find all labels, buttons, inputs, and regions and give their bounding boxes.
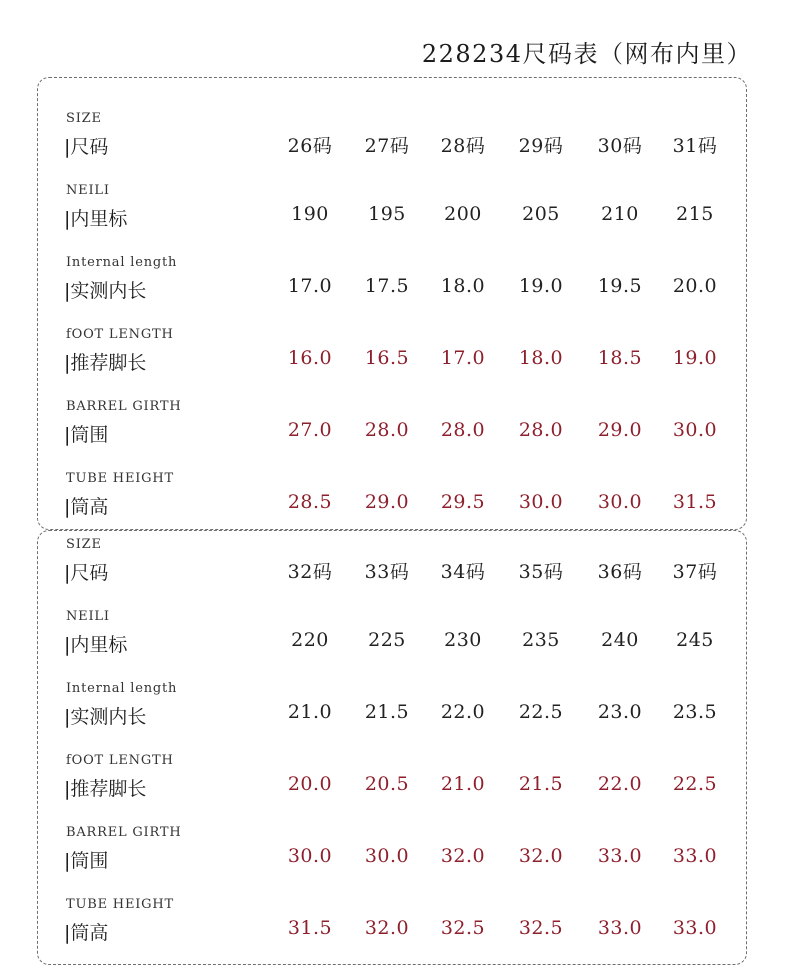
value-cell: 33.0	[597, 917, 643, 939]
value-cell: 32.5	[518, 917, 564, 939]
row-label-zh: |实测内长	[64, 280, 147, 302]
value-cell: 17.0	[440, 347, 486, 369]
row-label-en: BARREL GIRTH	[66, 825, 182, 840]
value-cell: 20.0	[672, 275, 718, 297]
value-cell: 21.5	[364, 701, 410, 723]
value-cell: 205	[522, 203, 560, 225]
value-cell: 32.0	[440, 845, 486, 867]
value-cell: 28.0	[518, 419, 564, 441]
value-cell: 27码	[364, 135, 410, 157]
row-label-en: TUBE HEIGHT	[66, 897, 174, 912]
value-cell: 30.0	[287, 845, 333, 867]
value-cell: 33码	[364, 561, 410, 583]
value-cell: 30.0	[364, 845, 410, 867]
value-cell: 18.0	[518, 347, 564, 369]
row-size	[38, 111, 746, 171]
value-cell: 220	[291, 629, 329, 651]
row-internal-length	[38, 255, 746, 315]
value-cell: 28.0	[440, 419, 486, 441]
value-cell: 18.5	[597, 347, 643, 369]
value-cell: 31.5	[287, 917, 333, 939]
value-cell: 27.0	[287, 419, 333, 441]
value-cell: 33.0	[672, 845, 718, 867]
value-cell: 20.5	[364, 773, 410, 795]
row-tube-height	[38, 897, 746, 957]
value-cell: 230	[444, 629, 482, 651]
value-cell: 225	[368, 629, 406, 651]
value-cell: 18.0	[440, 275, 486, 297]
value-cell: 28.0	[364, 419, 410, 441]
row-neili	[38, 183, 746, 243]
value-cell: 19.0	[672, 347, 718, 369]
row-label-en: NEILI	[66, 609, 110, 624]
value-cell: 195	[368, 203, 406, 225]
value-cell: 32.0	[364, 917, 410, 939]
value-cell: 17.5	[364, 275, 410, 297]
size-table-2	[37, 530, 747, 965]
row-label-zh: |推荐脚长	[64, 778, 147, 800]
value-cell: 16.5	[364, 347, 410, 369]
row-label-en: NEILI	[66, 183, 110, 198]
row-neili	[38, 609, 746, 669]
value-cell: 35码	[518, 561, 564, 583]
value-cell: 31码	[672, 135, 718, 157]
value-cell: 32码	[287, 561, 333, 583]
row-label-en: BARREL GIRTH	[66, 399, 182, 414]
row-label-zh: |内里标	[64, 208, 128, 230]
value-cell: 34码	[440, 561, 486, 583]
row-barrel-girth	[38, 825, 746, 885]
row-label-zh: |实测内长	[64, 706, 147, 728]
value-cell: 21.0	[440, 773, 486, 795]
row-label-zh: |推荐脚长	[64, 352, 147, 374]
row-label-zh: |筒围	[64, 424, 109, 446]
value-cell: 200	[444, 203, 482, 225]
value-cell: 30码	[597, 135, 643, 157]
value-cell: 210	[601, 203, 639, 225]
value-cell: 29码	[518, 135, 564, 157]
value-cell: 29.0	[364, 491, 410, 513]
row-label-zh: |内里标	[64, 634, 128, 656]
row-label-en: SIZE	[66, 111, 102, 126]
value-cell: 190	[291, 203, 329, 225]
value-cell: 28码	[440, 135, 486, 157]
value-cell: 215	[676, 203, 714, 225]
value-cell: 23.0	[597, 701, 643, 723]
row-label-zh: |筒高	[64, 496, 109, 518]
value-cell: 37码	[672, 561, 718, 583]
size-table-1	[37, 77, 747, 530]
value-cell: 22.5	[672, 773, 718, 795]
value-cell: 240	[601, 629, 639, 651]
row-label-zh: |筒围	[64, 850, 109, 872]
value-cell: 22.0	[440, 701, 486, 723]
row-label-en: TUBE HEIGHT	[66, 471, 174, 486]
value-cell: 19.0	[518, 275, 564, 297]
value-cell: 30.0	[597, 491, 643, 513]
value-cell: 29.5	[440, 491, 486, 513]
value-cell: 29.0	[597, 419, 643, 441]
value-cell: 26码	[287, 135, 333, 157]
value-cell: 16.0	[287, 347, 333, 369]
value-cell: 33.0	[597, 845, 643, 867]
row-internal-length	[38, 681, 746, 741]
value-cell: 36码	[597, 561, 643, 583]
value-cell: 21.0	[287, 701, 333, 723]
value-cell: 245	[676, 629, 714, 651]
value-cell: 33.0	[672, 917, 718, 939]
value-cell: 31.5	[672, 491, 718, 513]
page-title: 228234尺码表（网布内里）	[421, 40, 752, 68]
value-cell: 21.5	[518, 773, 564, 795]
value-cell: 32.5	[440, 917, 486, 939]
row-label-en: Internal length	[66, 255, 178, 270]
value-cell: 22.5	[518, 701, 564, 723]
row-foot-length	[38, 753, 746, 813]
row-label-zh: |尺码	[64, 136, 109, 158]
value-cell: 17.0	[287, 275, 333, 297]
value-cell: 235	[522, 629, 560, 651]
value-cell: 19.5	[597, 275, 643, 297]
row-barrel-girth	[38, 399, 746, 459]
row-label-en: fOOT LENGTH	[66, 327, 174, 342]
value-cell: 22.0	[597, 773, 643, 795]
row-label-en: Internal length	[66, 681, 178, 696]
value-cell: 23.5	[672, 701, 718, 723]
value-cell: 30.0	[518, 491, 564, 513]
value-cell: 20.0	[287, 773, 333, 795]
row-label-en: SIZE	[66, 537, 102, 552]
value-cell: 28.5	[287, 491, 333, 513]
row-label-zh: |尺码	[64, 562, 109, 584]
value-cell: 30.0	[672, 419, 718, 441]
row-tube-height	[38, 471, 746, 531]
row-label-en: fOOT LENGTH	[66, 753, 174, 768]
value-cell: 32.0	[518, 845, 564, 867]
row-size	[38, 537, 746, 597]
row-label-zh: |筒高	[64, 922, 109, 944]
row-foot-length	[38, 327, 746, 387]
